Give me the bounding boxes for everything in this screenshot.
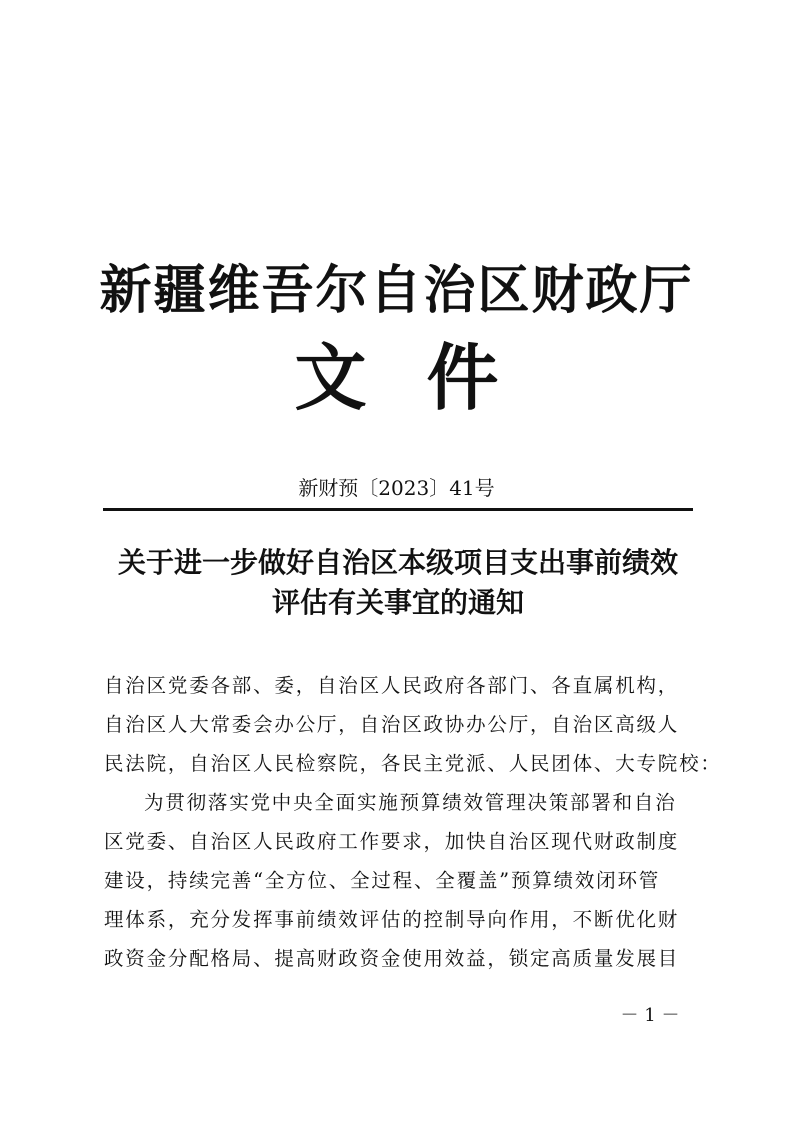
- addressee-line: 自治区党委各部、委，自治区人民政府各部门、各直属机构，: [104, 674, 680, 697]
- addressee-line: 自治区人大常委会办公厅，自治区政协办公厅，自治区高级人: [104, 713, 680, 736]
- document-heading: 文件: [294, 335, 559, 420]
- document-number: 新财预〔2023〕41号: [298, 476, 495, 500]
- notice-title: [96, 543, 700, 623]
- issuing-authority-title: 新疆维吾尔自治区财政厅: [99, 260, 694, 321]
- document-body: [104, 666, 722, 978]
- header-divider: [103, 508, 693, 511]
- body-paragraph-line: 理体系，充分发挥事前绩效评估的控制导向作用，不断优化财: [104, 908, 680, 931]
- body-paragraph-line: 为贯彻落实党中央全面实施预算绩效管理决策部署和自治: [144, 791, 677, 814]
- body-paragraph-line: 建设，持续完善“全方位、全过程、全覆盖”预算绩效闭环管: [104, 869, 661, 892]
- body-paragraph-line: 区党委、自治区人民政府工作要求，加快自治区现代财政制度: [104, 830, 680, 853]
- notice-title-line: 关于进一步做好自治区本级项目支出事前绩效: [117, 546, 678, 579]
- notice-title-line: 评估有关事宜的通知: [271, 586, 524, 619]
- page-number: － 1 －: [620, 1005, 680, 1026]
- body-paragraph-line: 政资金分配格局、提高财政资金使用效益，锁定高质量发展目: [104, 947, 680, 970]
- addressee-line: 民法院，自治区人民检察院，各民主党派、人民团体、大专院校：: [104, 752, 722, 775]
